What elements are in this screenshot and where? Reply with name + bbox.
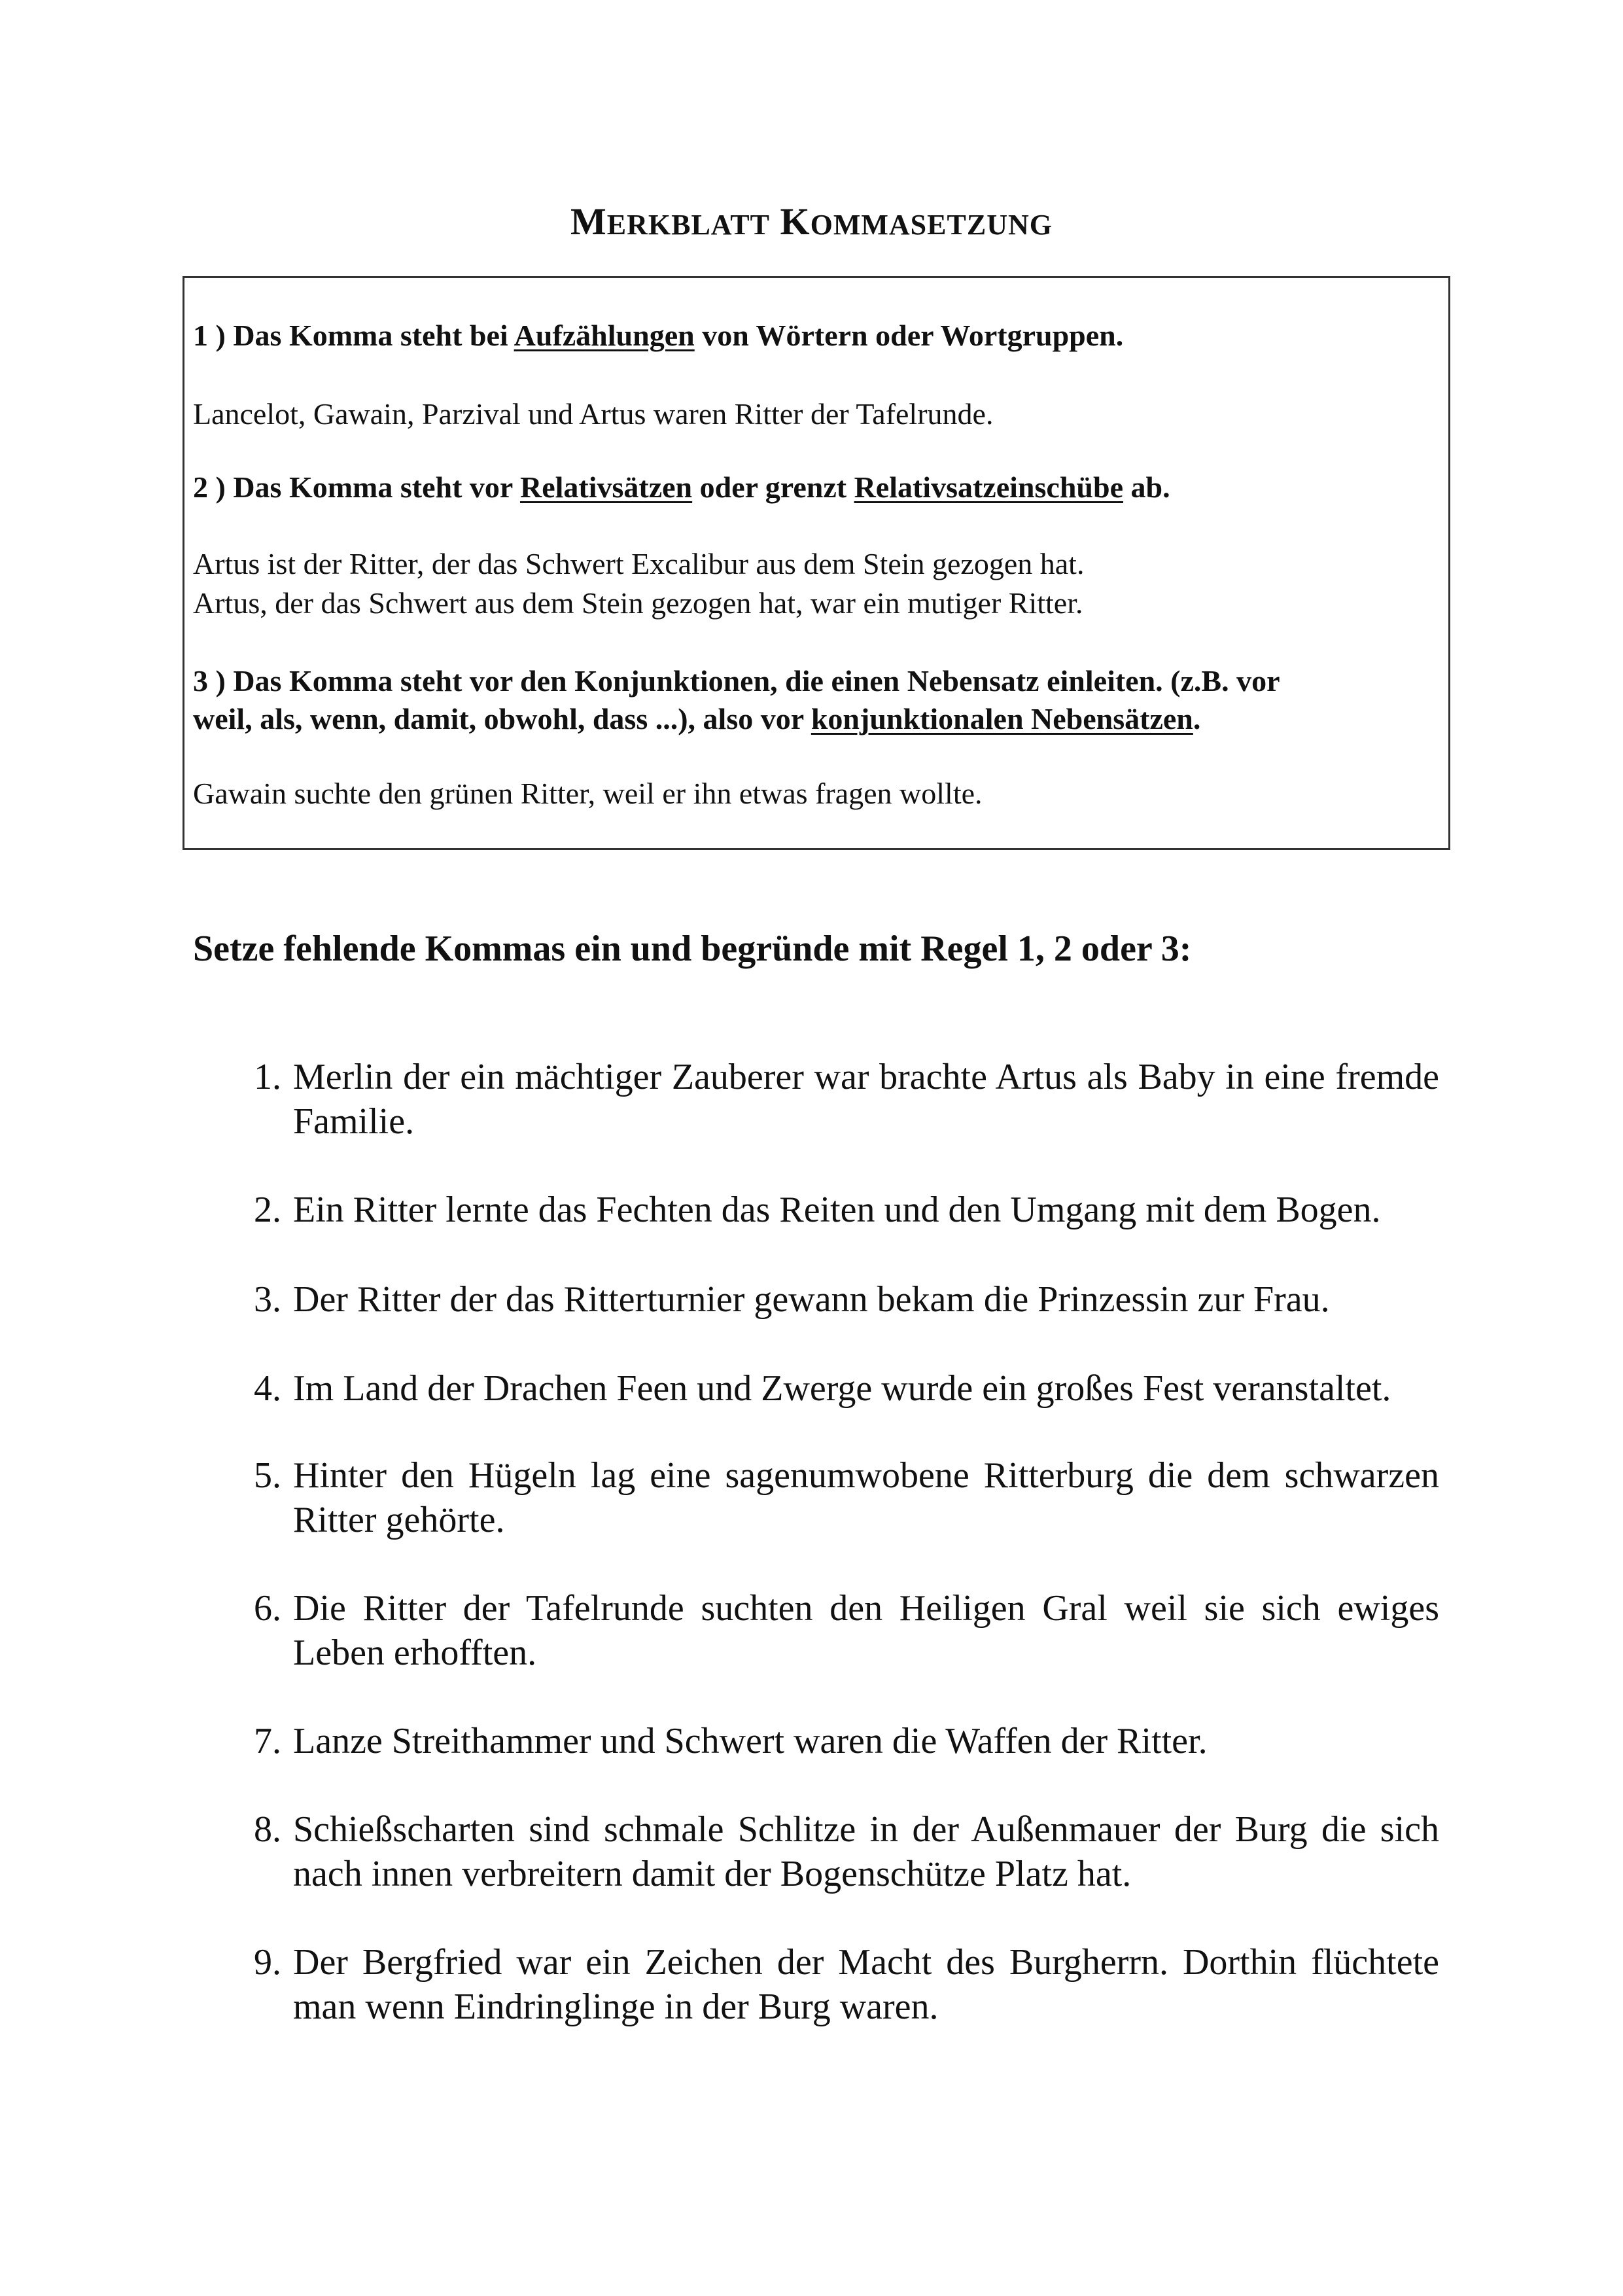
rule-3-example: Gawain suchte den grünen Ritter, weil er ihn etwas fragen wollte. xyxy=(193,777,983,810)
exercise-item xyxy=(236,1586,1439,1675)
title-initial-2: K xyxy=(780,200,811,243)
exercise-number: 6. xyxy=(254,1588,281,1629)
exercise-number: 7. xyxy=(254,1721,281,1761)
task-heading: Setze fehlende Kommas ein und begründe mit Regel 1, 2 oder 3: xyxy=(193,928,1192,969)
exercise-number: 9. xyxy=(254,1942,281,1983)
exercise-item xyxy=(236,1188,1439,1232)
rule-3-heading-end: . xyxy=(1193,702,1201,735)
rule-2-keyword-2: Relativsatzeinschübe xyxy=(854,470,1123,504)
rule-2-heading xyxy=(193,468,1436,506)
rule-2-example-1: Artus ist der Ritter, der das Schwert Excalibur aus dem Stein gezogen hat. xyxy=(193,547,1085,580)
title-initial-1: M xyxy=(570,200,607,243)
rule-2-keyword-1: Relativsätzen xyxy=(519,470,693,504)
exercise-sentence: Der Bergfried war ein Zeichen der Macht des Burgherrn. Dorthin flüchtete man wenn Eindringlinge in der Burg waren. xyxy=(293,1942,1439,2027)
title-rest-1: ERKBLATT xyxy=(606,209,770,241)
rule-2-heading-mid: oder grenzt xyxy=(692,470,854,504)
exercise-number: 4. xyxy=(254,1368,281,1409)
rule-3-heading-line-2 xyxy=(193,700,1436,738)
exercise-item xyxy=(236,1366,1439,1411)
rule-1-heading-end: von Wörtern oder Wortgruppen. xyxy=(694,319,1124,352)
exercise-sentence: Hinter den Hügeln lag eine sagenumwobene Ritterburg die dem schwarzen Ritter gehörte. xyxy=(293,1455,1439,1540)
rule-3-heading xyxy=(193,662,1436,738)
rule-1-heading xyxy=(193,317,1436,355)
exercise-number: 5. xyxy=(254,1455,281,1496)
exercise-sentence: Schießscharten sind schmale Schlitze in der Außenmauer der Burg die sich nach innen verbreitern damit der Bogenschütze Platz hat. xyxy=(293,1809,1439,1894)
exercise-item xyxy=(236,1807,1439,1896)
exercise-sentence: Merlin der ein mächtiger Zauberer war brachte Artus als Baby in eine fremde Familie. xyxy=(293,1057,1439,1142)
exercise-item xyxy=(236,1453,1439,1542)
rule-3-heading-line-1: 3 ) Das Komma steht vor den Konjunktionen, die einen Nebensatz einleiten. (z.B. vor xyxy=(193,664,1280,698)
rule-1-example: Lancelot, Gawain, Parzival und Artus waren Ritter der Tafelrunde. xyxy=(193,397,994,431)
rule-2-heading-end: ab. xyxy=(1123,470,1170,504)
rule-2-heading-text: 2 ) Das Komma steht vor xyxy=(193,470,520,504)
exercise-number: 1. xyxy=(254,1057,281,1097)
exercise-item xyxy=(236,1055,1439,1144)
exercise-item xyxy=(236,1940,1439,2029)
exercise-sentence: Ein Ritter lernte das Fechten das Reiten und den Umgang mit dem Bogen. xyxy=(293,1190,1381,1230)
exercise-sentence: Im Land der Drachen Feen und Zwerge wurde ein großes Fest veranstaltet. xyxy=(293,1368,1391,1409)
rule-3-keyword: konjunktionalen Nebensätzen xyxy=(811,702,1193,735)
page-title xyxy=(0,200,1623,243)
exercise-item xyxy=(236,1277,1439,1322)
title-rest-2: OMMASETZUNG xyxy=(810,209,1053,241)
exercise-item xyxy=(236,1719,1439,1763)
exercise-sentence: Die Ritter der Tafelrunde suchten den Heiligen Gral weil sie sich ewiges Leben erhofften. xyxy=(293,1588,1439,1673)
exercise-sentence: Lanze Streithammer und Schwert waren die Waffen der Ritter. xyxy=(293,1721,1208,1761)
exercise-number: 3. xyxy=(254,1279,281,1320)
exercise-number: 8. xyxy=(254,1809,281,1850)
exercise-sentence: Der Ritter der das Ritterturnier gewann bekam die Prinzessin zur Frau. xyxy=(293,1279,1330,1320)
rule-1-heading-text: 1 ) Das Komma steht bei xyxy=(193,319,514,352)
rule-1-keyword: Aufzählungen xyxy=(514,319,695,352)
rule-3-heading-text: weil, als, wenn, damit, obwohl, dass ...), also vor xyxy=(193,702,811,735)
rule-2-example-2: Artus, der das Schwert aus dem Stein gezogen hat, war ein mutiger Ritter. xyxy=(193,586,1083,620)
exercise-number: 2. xyxy=(254,1190,281,1230)
